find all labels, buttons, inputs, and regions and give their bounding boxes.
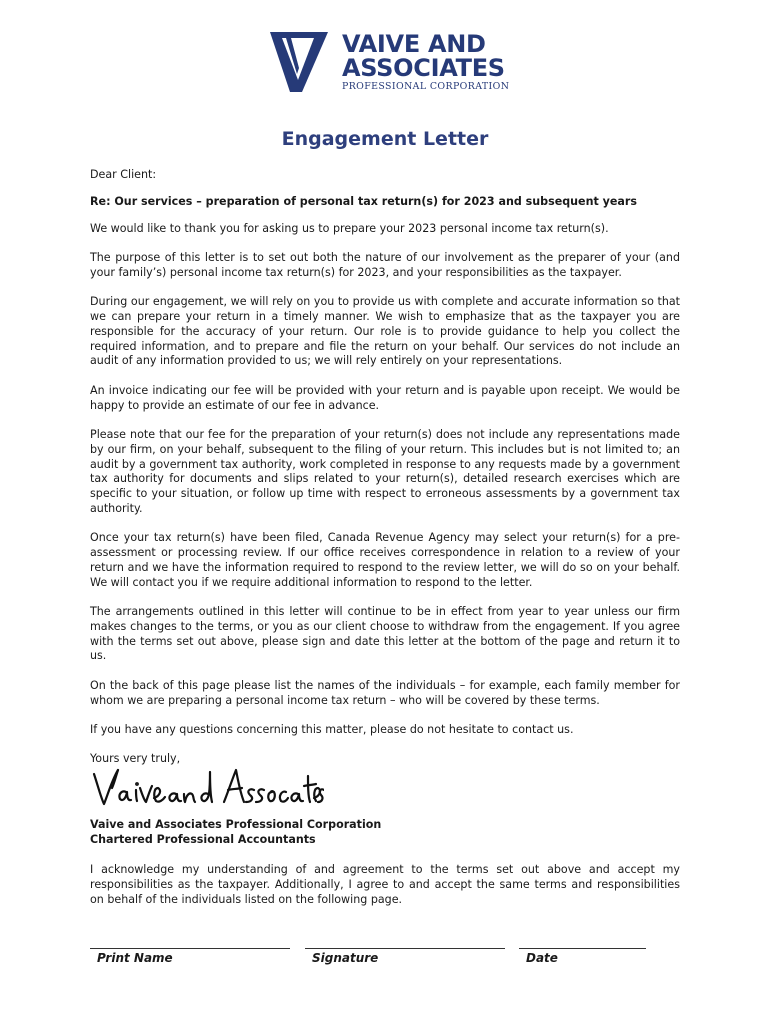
- paragraph: Once your tax return(s) have been filed, Canada Revenue Agency may select your return(s) for a pre-assessment or processing review. If our office receives correspondence in relation to a review of your return and we have the information required to respond to the review letter, we will do so on your behalf. We will contact you if we require additional information to respond to the letter.: [90, 531, 680, 589]
- print-name-label: Print Name: [97, 951, 173, 965]
- letter-body: [90, 168, 680, 767]
- paragraph: If you have any questions concerning this matter, please do not hesitate to contact us.: [90, 723, 574, 737]
- firm-signature-block: [90, 818, 680, 848]
- paragraph: We would like to thank you for asking us to prepare your 2023 personal income tax return(s).: [90, 221, 609, 235]
- date-label: Date: [526, 951, 558, 965]
- date-line[interactable]: [519, 948, 646, 949]
- signature-label: Signature: [312, 951, 379, 965]
- logo-line-3: PROFESSIONAL CORPORATION: [342, 81, 510, 92]
- logo-line-1: VAIVE AND: [342, 30, 486, 58]
- paragraph: The arrangements outlined in this letter will continue to be in effect from year to year unless our firm makes changes to the terms, or you as our client choose to withdraw from the engagement. If you agree with the terms set out above, please sign and date this letter at the bottom of the page and return it to us.: [90, 605, 680, 663]
- closing: Yours very truly,: [90, 752, 181, 766]
- body-paragraphs: [90, 222, 680, 738]
- acknowledgement-block: [90, 863, 680, 907]
- logo-line-2: ASSOCIATES: [342, 54, 505, 82]
- company-logo: [268, 30, 508, 96]
- firm-name: Vaive and Associates Professional Corporation: [90, 818, 382, 831]
- salutation: Dear Client:: [90, 168, 157, 181]
- paragraph: The purpose of this letter is to set out both the nature of our involvement as the preparer of your (and your family’s) personal income tax return(s) for 2023, and your responsibilities as the taxpayer.: [90, 250, 680, 279]
- logo-wordmark: [342, 32, 509, 93]
- acknowledgement-text: I acknowledge my understanding of and agreement to the terms set out above and accept my responsibilities as the taxpayer. Additionally, I agree to and accept the same terms and responsibilities on behalf of the individuals listed on the following page.: [90, 863, 680, 906]
- signature-line[interactable]: [305, 948, 505, 949]
- paragraph: On the back of this page please list the names of the individuals – for example, each family member for whom we are preparing a personal income tax return – who will be covered by these terms.: [90, 678, 680, 707]
- document-title: Engagement Letter: [281, 128, 489, 150]
- subject-line: Re: Our services – preparation of personal tax return(s) for 2023 and subsequent years: [90, 194, 637, 208]
- logo-v-mark-icon: [268, 30, 334, 94]
- paragraph: An invoice indicating our fee will be provided with your return and is payable upon receipt. We would be happy to provide an estimate of our fee in advance.: [90, 383, 680, 412]
- paragraph: Please note that our fee for the preparation of your return(s) does not include any representations made by our firm, on your behalf, subsequent to the filing of your return. This includes but is not limited to; an audit by a government tax authority, work completed in response to any requests made by a government tax authority for documents and slips related to your return(s), detailed research exercises which are specific to your situation, or follow up time with respect to erroneous assessments by a government tax authority.: [90, 427, 680, 515]
- print-name-line[interactable]: [90, 948, 290, 949]
- handwritten-signature: [92, 766, 324, 810]
- firm-designation: Chartered Professional Accountants: [90, 832, 316, 846]
- paragraph: During our engagement, we will rely on you to provide us with complete and accurate information so that we can prepare your return in a timely manner. We wish to emphasize that as the taxpayer you are responsible for the accuracy of your return. Our role is to provide guidance to help you collect the required information, and to prepare and file the return on your behalf. Our services do not include an audit of any information provided to us; we will rely entirely on your representations.: [90, 295, 680, 368]
